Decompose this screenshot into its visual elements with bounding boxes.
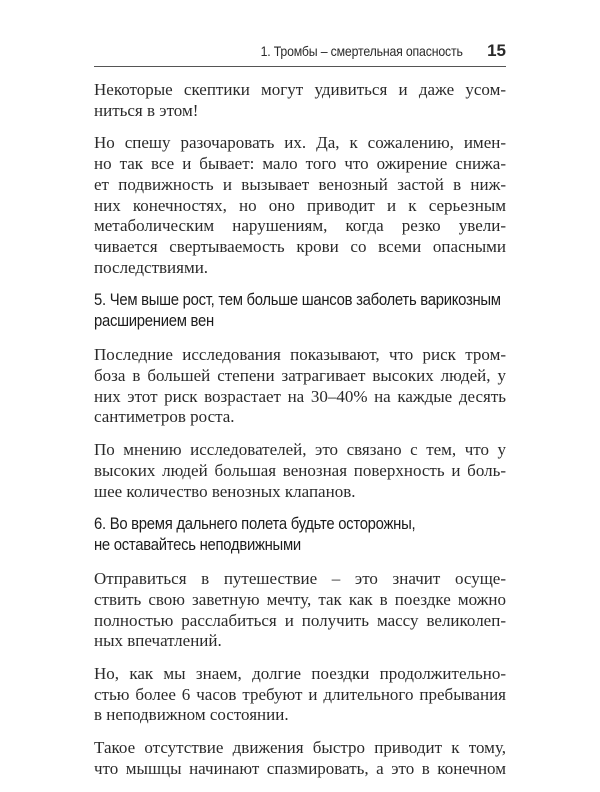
page-number: 15 <box>487 41 506 60</box>
text-line: полностью расслабиться и получить массу великолеп- <box>94 610 506 630</box>
text-line: стью более 6 часов требуют и длительного пребывания <box>94 684 506 704</box>
text-line: метаболическим нарушениям, когда резко увели- <box>94 216 506 236</box>
text-line: сантиметров роста. <box>94 407 235 427</box>
page-body <box>94 80 506 792</box>
text-line: них конечностях, но оно приводит и к серьезным <box>94 195 506 215</box>
text-line: Но спешу разочаровать их. Да, к сожалению, имен- <box>94 133 506 153</box>
section-heading-5 <box>94 290 506 332</box>
paragraph-5 <box>94 569 506 652</box>
running-title: 1. Тромбы – смертельная опасность <box>260 43 464 59</box>
text-line: Последние исследования показывают, что риск тром- <box>94 345 506 365</box>
paragraph-2 <box>94 133 506 278</box>
text-line: По мнению исследователей, это связано с тем, что у <box>94 440 506 460</box>
section-heading-6 <box>94 514 506 556</box>
text-line: последствиями. <box>94 257 209 277</box>
text-line: высоких людей большая венозная поверхность и боль- <box>94 460 506 480</box>
text-line: в неподвижном состоянии. <box>94 705 289 725</box>
text-line: что мышцы начинают спазмировать, а это в конечном <box>94 758 506 778</box>
text-line: них этот риск возрастает на 30–40% на каждые десять <box>94 386 506 406</box>
text-line: боза в большей степени затрагивает высоких людей, у <box>94 366 506 386</box>
paragraph-6 <box>94 664 506 726</box>
paragraph-1 <box>94 80 506 121</box>
text-line: ствить свою заветную мечту, так как в поездке можно <box>94 589 506 609</box>
heading-line: расширением вен <box>94 312 214 331</box>
text-line: Такое отсутствие движения быстро приводит к тому, <box>94 738 506 758</box>
text-line: Отправиться в путешествие – это значит осуще- <box>94 569 506 589</box>
text-line: чивается свертываемость крови со всеми опасными <box>94 236 506 256</box>
text-line: но так все и бывает: мало того что ожирение снижа- <box>94 154 506 174</box>
header-divider <box>94 66 506 67</box>
paragraph-3 <box>94 345 506 428</box>
text-line: ет подвижность и вызывает венозный застой в ниж- <box>94 174 506 194</box>
text-line: ниться в этом! <box>94 100 199 120</box>
text-line: Но, как мы знаем, долгие поездки продолжительно- <box>94 664 506 684</box>
heading-line: 5. Чем выше рост, тем больше шансов заболеть варикозным <box>94 291 501 310</box>
text-line: Некоторые скептики могут удивиться и даже усом- <box>94 80 506 99</box>
paragraph-4 <box>94 440 506 502</box>
running-header <box>94 41 506 61</box>
text-line: ных впечатлений. <box>94 631 222 651</box>
text-line: шее количество венозных клапанов. <box>94 481 356 501</box>
heading-line: 6. Во время дальнего полета будьте осторожны, <box>94 515 416 534</box>
heading-line: не оставайтесь неподвижными <box>94 536 301 555</box>
paragraph-7 <box>94 738 506 779</box>
